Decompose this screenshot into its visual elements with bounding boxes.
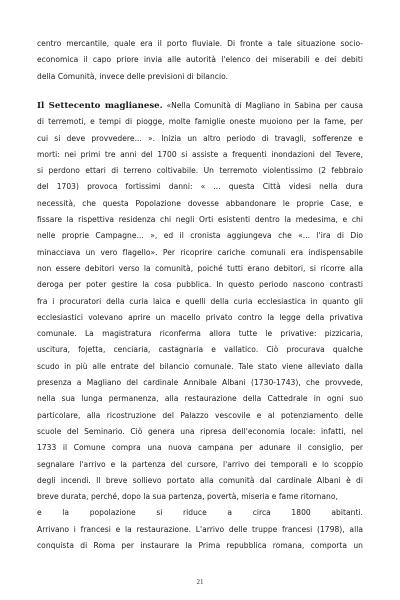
text-line: particolare, alla ricostruzione del Palazzo vescovile e al potenziamento delle — [37, 410, 363, 420]
heading-line — [37, 98, 363, 114]
text-line: breve durata, perché, dopo la sua partenza, povertà, miseria e fame ritornano, — [37, 492, 338, 502]
text-line: della Comunità, invece delle previsioni di bilancio. — [37, 71, 229, 81]
section-heading: Il Settecento maglianese. — [37, 101, 163, 111]
text-line: uscitura, fojetta, cenciaria, castagnaria e vallatico. Ciò procurava qualche — [37, 345, 363, 355]
text-line: ecclesiastici volevano aprire un macello privato contro la legge della privativa — [37, 312, 363, 322]
text-line: nelle proprie Campagne... », ed il cronista aggiungeva che «... l'ira di Dio — [37, 231, 363, 241]
text-line: necessità, che questa Popolazione dovesse abbandonare le proprie Case, e — [37, 198, 363, 208]
text-line: minacciava un vero flagello». Per ricoprire cariche comunali era indispensabile — [37, 247, 363, 257]
text-line: conquista di Roma per instaurare la Prima repubblica romana, comporta un — [37, 541, 363, 551]
text-line-rest: «Nella Comunità di Magliano in Sabina per causa — [162, 101, 364, 110]
page-number: 21 — [196, 578, 204, 586]
text-line: centro mercantile, quale era il porto fluviale. Di fronte a tale situazione socio- — [37, 39, 363, 48]
text-line: economica il capo priore invia alle autorità l'elenco dei miserabili e dei debiti — [37, 55, 363, 65]
text-line: comunale. La magistratura riconferma allora tutte le privative: pizzicaria, — [37, 329, 363, 339]
text-line: Arrivano i francesi e la restaurazione. L'arrivo delle truppe francesi (1798), alla — [37, 524, 363, 534]
text-line: morti: nei primi tre anni del 1700 si assiste a frequenti inondazioni del Tevere, — [37, 149, 363, 159]
text-line: non essere debitori verso la comunità, poiché tutti erano debitori, si ricorre alla — [37, 263, 363, 273]
text-line: presenza a Magliano del cardinale Annibale Albani (1730-1743), che provvede, — [37, 378, 363, 388]
text-line: fra i procuratori della curia laica e quelli della curia ecclesiastica in quanto gli — [37, 296, 363, 306]
text-line: deroga per poter gestire la cosa pubblica. In questo periodo nascono contrasti — [37, 280, 363, 290]
text-line: 1733 il Comune compra una nuova campana per adunare il consiglio, per — [37, 443, 363, 453]
text-line: nella sua lunga permanenza, alla restaurazione della Cattedrale in ogni suo — [37, 394, 363, 404]
text-line: segnalare l'arrivo e la partenza del cursore, l'arrivo dei temporali e lo scoppio — [37, 459, 363, 469]
text-line: del 1703) provoca fortissimi danni: « ... questa Città videsi nella dura — [37, 182, 363, 192]
text-line: fissare la rispettiva residenza chi negli Orti esistenti dentro la medesima, e chi — [37, 215, 363, 225]
text-line: degli incendi. Il breve sollievo portato alla comunità dal cardinale Albani è di — [37, 475, 363, 485]
text-line: scudo in più alle entrate del bilancio comunale. Tale stato viene alleviato dalla — [37, 361, 363, 371]
text-line: cui si deve provvedere... ». Inizia un altro periodo di travagli, sofferenze e — [37, 133, 363, 143]
text-line: si perdono ettari di terreno coltivabile. Un terremoto violentissimo (2 febbraio — [37, 166, 363, 176]
text-line: scuole del Seminario. Ciò genera una ripresa dell'economia locale: infatti, nel — [37, 426, 363, 436]
text-line: di terremoti, e tempi di piogge, molte famiglie oneste muoiono per la fame, per — [37, 117, 363, 127]
text-line: e la popolazione si riduce a circa 1800 abitanti. — [37, 508, 363, 518]
intro-paragraph — [37, 36, 363, 85]
main-paragraph — [37, 98, 363, 554]
